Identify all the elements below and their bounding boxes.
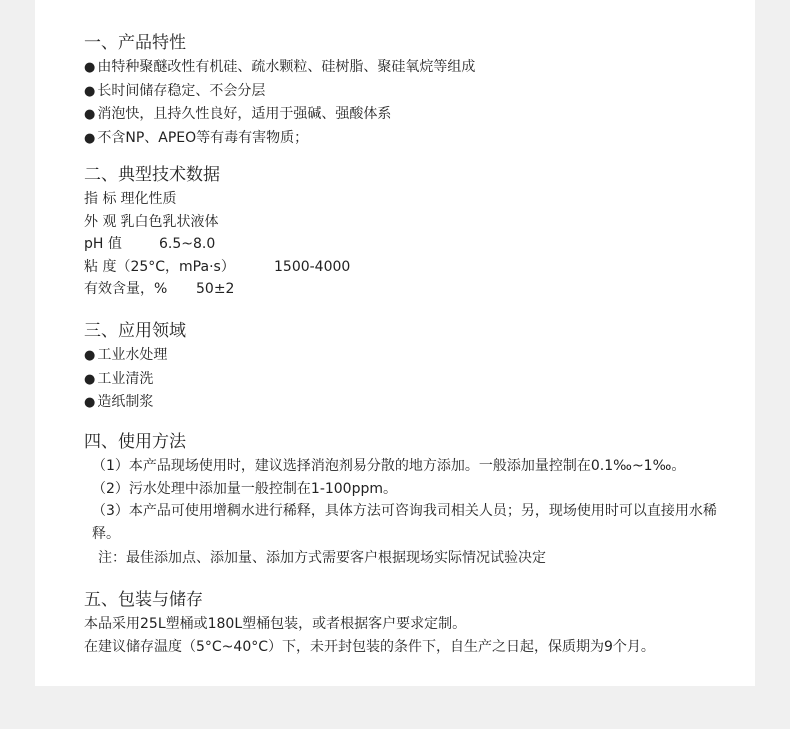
section-heading: 二、典型技术数据 [84, 165, 220, 185]
list-item: ● 由特种聚醚改性有机硅、疏水颗粒、硅树脂、聚硅氧烷等组成 [84, 56, 475, 80]
section-heading: 四、使用方法 [84, 432, 186, 452]
spec-value: 50±2 [196, 281, 235, 297]
usage-note: 注：最佳添加点、添加量、添加方式需要客户根据现场实际情况试验决定 [98, 550, 546, 566]
bullet-icon: ● [84, 130, 96, 146]
spec-value: 6.5~8.0 [159, 236, 216, 252]
list-item: ● 不含NP、APEO等有毒有害物质； [84, 127, 475, 151]
section-applications [84, 321, 186, 415]
spec-table [84, 188, 350, 301]
list-item: ● 长时间储存稳定、不会分层 [84, 80, 475, 104]
section-heading: 三、应用领域 [84, 321, 186, 341]
bullet-icon: ● [84, 348, 96, 363]
section-technical-data [84, 165, 350, 301]
storage-line: 在建议储存温度（5°C~40°C）下，未开封包装的条件下，自生产之日起，保质期为9个月。 [84, 638, 655, 655]
section-heading: 五、包装与储存 [84, 590, 203, 610]
spec-label: 指 标 [84, 191, 117, 207]
usage-step: （1）本产品现场使用时，建议选择消泡剂易分散的地方添加。一般添加量控制在0.1‰~1‰。 [92, 458, 686, 474]
table-row [84, 211, 350, 234]
spec-label: 外 观 [84, 213, 117, 230]
spec-value: 乳白色乳状液体 [120, 213, 219, 230]
list-item: ● 消泡快，且持久性良好，适用于强碱、强酸体系 [84, 103, 475, 127]
table-row [84, 278, 350, 301]
section-heading: 一、产品特性 [84, 33, 186, 53]
usage-step: （2）污水处理中添加量一般控制在1-100ppm。 [92, 480, 397, 497]
table-row [84, 188, 350, 211]
list-item: ● 造纸制浆 [84, 391, 186, 415]
section-product-features [84, 33, 475, 150]
bullet-icon: ● [84, 395, 96, 410]
bullet-icon: ● [84, 107, 96, 122]
section-packaging-storage [84, 590, 655, 658]
packaging-line: 本品采用25L塑桶或180L塑桶包装，或者根据客户要求定制。 [84, 616, 467, 632]
spec-value: 1500-4000 [274, 258, 351, 275]
spec-value: 理化性质 [120, 191, 177, 207]
spec-label: pH 值 [84, 236, 122, 252]
table-row [84, 256, 350, 279]
bullet-icon: ● [84, 60, 96, 75]
bullet-icon: ● [84, 371, 96, 387]
spec-label: 有效含量，% [84, 281, 168, 297]
list-item: ● 工业水处理 [84, 344, 186, 368]
usage-step: （3）本产品可使用增稠水进行稀释，具体方法可咨询我司相关人员；另，现场使用时可以直接用水稀释。 [92, 503, 717, 542]
bullet-icon: ● [84, 83, 96, 99]
table-row [84, 233, 350, 256]
section-usage [84, 432, 724, 570]
list-item: ● 工业清洗 [84, 368, 186, 392]
spec-label: 粘 度（25°C，mPa·s） [84, 258, 235, 275]
